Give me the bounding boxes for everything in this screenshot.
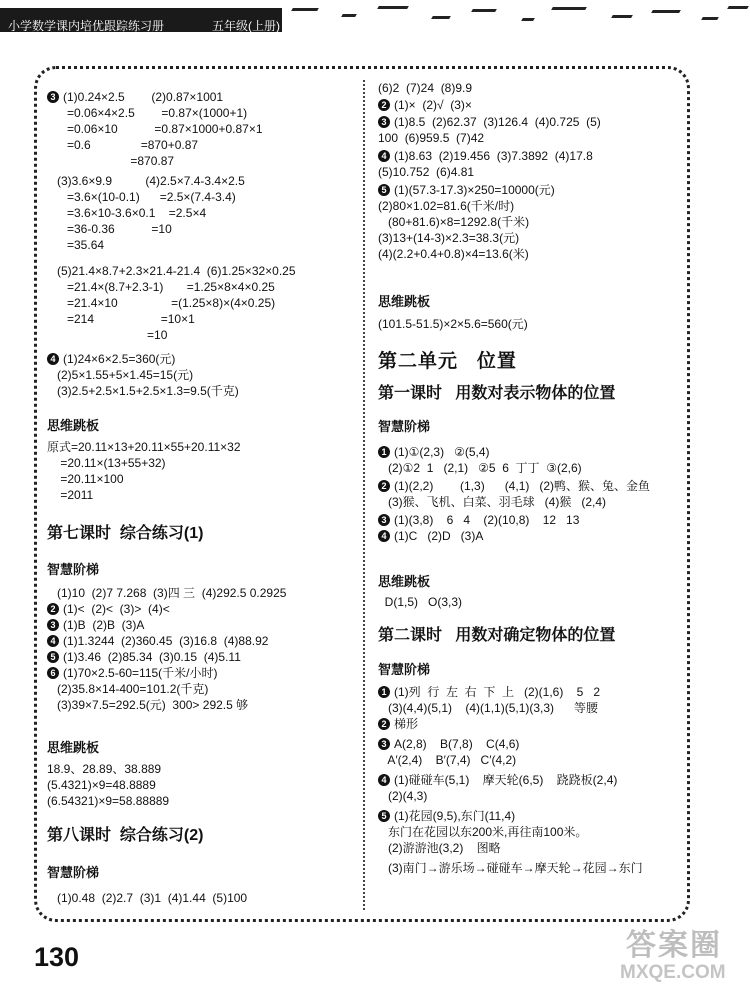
line-text: (1)70×2.5-60=115(千米/小时)	[63, 666, 218, 680]
question-number-badge: 6	[47, 667, 59, 679]
line-text: (2)①2 1 (2,1) ②5 6 丁丁 ③(2,6)	[378, 461, 582, 475]
line-text: (1)(2,2) (1,3) (4,1) (2)鸭、猴、兔、金鱼	[394, 479, 651, 493]
answer-line	[378, 684, 600, 700]
answer-line	[378, 164, 474, 180]
line-text: A′(2,4) B′(7,4) C′(4,2)	[378, 753, 517, 767]
header-bar	[0, 8, 282, 32]
line-text: =35.64	[47, 238, 105, 252]
line-text: 东门在花园以东200米,再往南100米。	[378, 825, 588, 839]
answer-line	[47, 295, 275, 311]
line-text: 100 (6)959.5 (7)42	[378, 131, 485, 145]
answer-line	[47, 89, 223, 105]
line-text: (3)3.6×9.9 (4)2.5×7.4-3.4×2.5	[47, 174, 245, 188]
line-text: 智慧阶梯	[47, 865, 100, 880]
question-number-badge: 2	[47, 603, 59, 615]
line-text: =870.87	[47, 154, 175, 168]
answer-line	[47, 649, 241, 665]
line-text: 梯形	[394, 717, 419, 731]
answer-line	[378, 444, 490, 460]
line-text: (6.54321)×9=58.88889	[47, 794, 170, 808]
lesson-heading	[378, 622, 615, 645]
line-text: =21.4×(8.7+2.3-1) =1.25×8×4×0.25	[47, 280, 275, 294]
line-text: (3)(4,4)(5,1) (4)(1,1)(5,1)(3,3) 等腰	[378, 701, 599, 715]
line-text: 智慧阶梯	[47, 562, 100, 577]
question-number-badge: 4	[47, 635, 59, 647]
question-number-badge: 2	[378, 480, 390, 492]
answer-line	[378, 97, 472, 113]
answer-line	[47, 351, 175, 367]
unit-heading	[378, 346, 517, 373]
line-text: 思维跳板	[47, 418, 100, 433]
answer-line	[378, 214, 529, 230]
section-heading	[47, 862, 99, 881]
line-text: 18.9、28.89、38.889	[47, 762, 162, 776]
line-text: (1)3.46 (2)85.34 (3)0.15 (4)5.11	[63, 650, 241, 664]
line-text: (1)花园(9,5),东门(11,4)	[394, 809, 516, 823]
line-text: (101.5-51.5)×2×5.6=560(元)	[378, 317, 528, 331]
watermark-top: 答案圈	[626, 929, 722, 962]
answer-line	[378, 808, 515, 824]
answer-line	[47, 221, 172, 237]
line-text: 第二课时 用数对确定物体的位置	[378, 627, 616, 644]
line-text: =36-0.36 =10	[47, 222, 172, 236]
answer-line	[378, 182, 555, 198]
line-text: 思维跳板	[378, 294, 431, 309]
line-text: =20.11×(13+55+32)	[47, 456, 166, 470]
section-heading	[47, 415, 99, 434]
answer-line	[378, 840, 501, 856]
watermark-bottom: MXQE.COM	[620, 962, 726, 983]
line-text: (1)B (2)B (3)A	[63, 618, 145, 632]
answer-line	[378, 736, 519, 752]
line-text: 智慧阶梯	[378, 419, 431, 434]
question-number-badge: 1	[378, 686, 390, 698]
question-number-badge: 1	[378, 446, 390, 458]
line-text: (1)1.3244 (2)360.45 (3)16.8 (4)88.92	[63, 634, 269, 648]
answer-line	[47, 697, 248, 713]
line-text: (3)南门→游乐场→碰碰车→摩天轮→花园→东门	[378, 861, 643, 875]
answer-line	[378, 752, 516, 768]
line-text: 思维跳板	[47, 740, 100, 755]
line-text: (1)C (2)D (3)A	[394, 529, 484, 543]
question-number-badge: 4	[378, 774, 390, 786]
line-text: (1)8.5 (2)62.37 (3)126.4 (4)0.725 (5)	[394, 115, 601, 129]
line-text: (5.4321)×9=48.8889	[47, 778, 156, 792]
line-text: A(2,8) B(7,8) C(4,6)	[394, 737, 520, 751]
section-heading	[378, 416, 430, 435]
line-text: (1)①(2,3) ②(5,4)	[394, 445, 490, 459]
answer-line	[378, 860, 643, 876]
answer-line	[47, 205, 206, 221]
watermark-logo	[620, 920, 742, 992]
header-grade: 五年级(上册)	[212, 19, 280, 33]
question-number-badge: 2	[378, 718, 390, 730]
line-text: D(1,5) O(3,3)	[378, 595, 463, 609]
line-text: (3)猴、飞机、白菜、羽毛球 (4)猴 (2,4)	[378, 495, 607, 509]
line-text: =0.6 =870+0.87	[47, 138, 199, 152]
line-text: (1)0.24×2.5 (2)0.87×1001	[63, 90, 224, 104]
page-header	[0, 0, 750, 36]
line-text: 思维跳板	[378, 574, 431, 589]
line-text: 第七课时 综合练习(1)	[47, 525, 204, 542]
answer-line	[378, 528, 483, 544]
line-text: (1)(57.3-17.3)×250=10000(元)	[394, 183, 555, 197]
line-text: =21.4×10 =(1.25×8)×(4×0.25)	[47, 296, 276, 310]
answer-line	[378, 460, 582, 476]
page-number: 130	[34, 942, 80, 972]
line-text: (1)0.48 (2)2.7 (3)1 (4)1.44 (5)100	[47, 891, 248, 905]
answer-line	[47, 585, 286, 601]
answer-line	[47, 471, 124, 487]
answer-line	[47, 327, 167, 343]
lesson-heading	[47, 520, 203, 543]
answer-line	[47, 617, 144, 633]
answer-line	[47, 189, 236, 205]
line-text: =10	[47, 328, 168, 342]
section-heading	[378, 291, 430, 310]
line-text: (1)碰碰车(5,1) 摩天轮(6,5) 跷跷板(2,4)	[394, 773, 618, 787]
header-title: 小学数学课内培优跟踪练习册	[8, 19, 165, 33]
answer-line	[47, 665, 218, 681]
line-text: (2)35.8×14-400=101.2(千克)	[47, 682, 209, 696]
answer-line	[378, 230, 519, 246]
line-text: (3)2.5+2.5×1.5+2.5×1.3=9.5(千克)	[47, 384, 239, 398]
answer-line	[378, 512, 579, 528]
line-text: 第八课时 综合练习(2)	[47, 827, 204, 844]
answer-line	[378, 148, 593, 164]
line-text: 原式=20.11×13+20.11×55+20.11×32	[47, 440, 241, 454]
line-text: (5)10.752 (6)4.81	[378, 165, 475, 179]
answer-line	[47, 263, 296, 279]
answer-line	[47, 793, 169, 809]
answer-line	[378, 716, 418, 732]
answer-line	[47, 121, 263, 137]
line-text: (6)2 (7)24 (8)9.9	[378, 81, 473, 95]
question-number-badge: 3	[378, 116, 390, 128]
section-heading	[47, 737, 99, 756]
answer-line	[378, 772, 617, 788]
line-text: =0.06×10 =0.87×1000+0.87×1	[47, 122, 263, 136]
answer-line	[47, 890, 247, 906]
question-number-badge: 3	[47, 619, 59, 631]
answer-line	[378, 594, 462, 610]
line-text: (1)< (2)< (3)> (4)<	[63, 602, 170, 616]
answer-line	[47, 105, 247, 121]
answer-line	[47, 383, 239, 399]
question-number-badge: 4	[378, 530, 390, 542]
line-text: (1)列 行 左 右 下 上 (2)(1,6) 5 2	[394, 685, 601, 699]
question-number-badge: 4	[47, 353, 59, 365]
line-text: (2)80×1.02=81.6(千米/时)	[378, 199, 515, 213]
answer-line	[47, 311, 195, 327]
answer-line	[47, 681, 208, 697]
answer-line	[378, 246, 529, 262]
answer-line	[378, 316, 528, 332]
question-number-badge: 5	[47, 651, 59, 663]
answer-line	[378, 788, 427, 804]
section-heading	[378, 571, 430, 590]
line-text: (1)10 (2)7 7.268 (3)四 三 (4)292.5 0.2925	[47, 586, 287, 600]
lesson-heading	[47, 822, 203, 845]
question-number-badge: 3	[378, 514, 390, 526]
answer-line	[378, 114, 601, 130]
answer-line	[378, 824, 587, 840]
line-text: =3.6×10-3.6×0.1 =2.5×4	[47, 206, 207, 220]
answer-line	[47, 761, 161, 777]
line-text: (2)游游池(3,2) 图略	[378, 841, 501, 855]
answer-line	[47, 279, 275, 295]
answer-line	[378, 198, 514, 214]
line-text: =0.06×4×2.5 =0.87×(1000+1)	[47, 106, 248, 120]
answer-line	[47, 487, 93, 503]
line-text: =20.11×100	[47, 472, 124, 486]
answer-line	[378, 80, 472, 96]
line-text: (2)5×1.55+5×1.45=15(元)	[47, 368, 194, 382]
answer-line	[47, 153, 174, 169]
line-text: (1)(3,8) 6 4 (2)(10,8) 12 13	[394, 513, 580, 527]
line-text: (80+81.6)×8=1292.8(千米)	[378, 215, 530, 229]
question-number-badge: 3	[47, 91, 59, 103]
lesson-heading	[378, 380, 615, 403]
line-text: 第一课时 用数对表示物体的位置	[378, 385, 616, 402]
column-divider	[363, 80, 365, 910]
answer-line	[47, 173, 245, 189]
answer-line	[47, 439, 241, 455]
line-text: =214 =10×1	[47, 312, 195, 326]
line-text: (1)8.63 (2)19.456 (3)7.3892 (4)17.8	[394, 149, 593, 163]
question-number-badge: 5	[378, 184, 390, 196]
answer-line	[47, 455, 166, 471]
answer-line	[47, 137, 198, 153]
line-text: 第二单元 位置	[378, 351, 517, 372]
header-decoration	[282, 4, 750, 32]
section-heading	[47, 559, 99, 578]
line-text: (3)13+(14-3)×2.3=38.3(元)	[378, 231, 520, 245]
line-text: (1)× (2)√ (3)×	[394, 98, 472, 112]
answer-line	[378, 494, 606, 510]
line-text: =2011	[47, 488, 94, 502]
line-text: (4)(2.2+0.4+0.8)×4=13.6(米)	[378, 247, 529, 261]
answer-line	[47, 237, 104, 253]
answer-line	[47, 367, 193, 383]
question-number-badge: 4	[378, 150, 390, 162]
section-heading	[378, 659, 430, 678]
line-text: (1)24×6×2.5=360(元)	[63, 352, 176, 366]
line-text: (3)39×7.5=292.5(元) 300> 292.5 够	[47, 698, 249, 712]
answer-line	[47, 777, 156, 793]
question-number-badge: 5	[378, 810, 390, 822]
answer-line	[378, 478, 650, 494]
answer-line	[47, 633, 268, 649]
line-text: (2)(4,3)	[378, 789, 428, 803]
line-text: (5)21.4×8.7+2.3×21.4-21.4 (6)1.25×32×0.25	[47, 264, 296, 278]
question-number-badge: 2	[378, 99, 390, 111]
answer-line	[47, 601, 170, 617]
answer-line	[378, 130, 484, 146]
question-number-badge: 3	[378, 738, 390, 750]
line-text: 智慧阶梯	[378, 662, 431, 677]
answer-line	[378, 700, 598, 716]
line-text: =3.6×(10-0.1) =2.5×(7.4-3.4)	[47, 190, 236, 204]
